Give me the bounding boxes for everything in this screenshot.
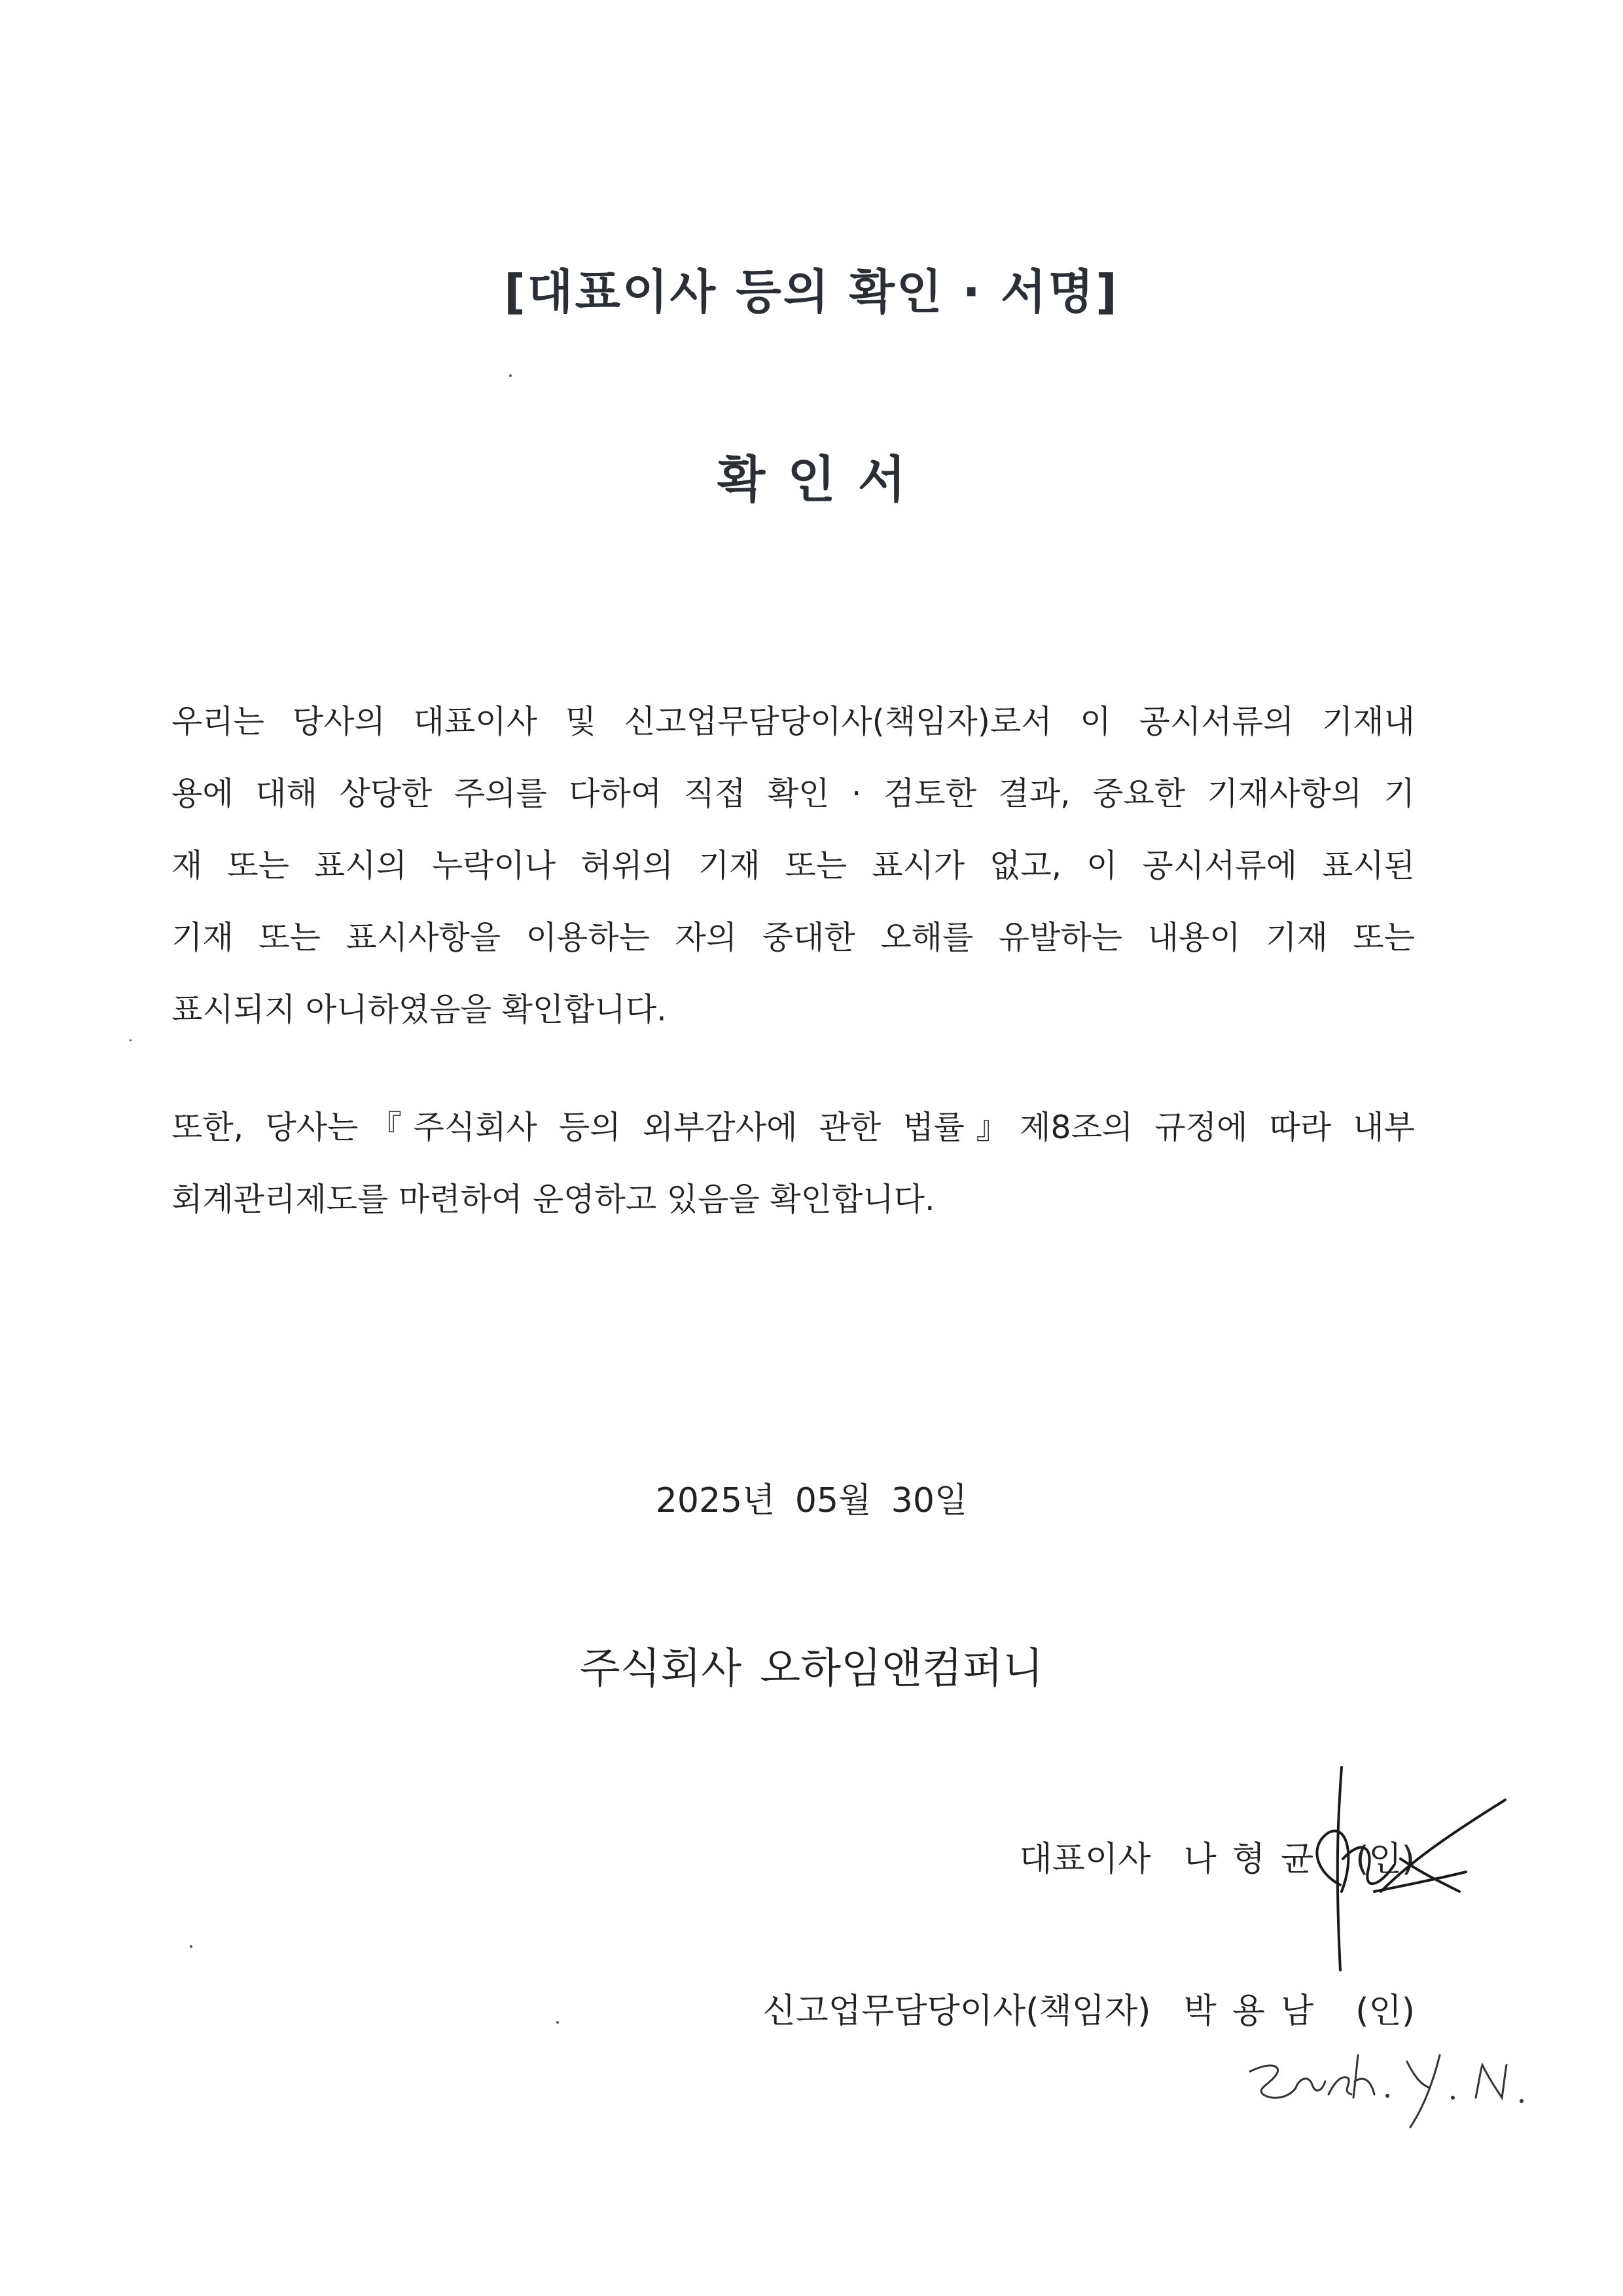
paragraph-line: 또한, 당사는『주식회사 등의 외부감사에 관한 법률』제8조의 규정에 따라 내부 <box>171 1109 1415 1146</box>
scan-speck <box>190 1945 192 1948</box>
paragraph-line: 기재 또는 표시사항을 이용하는 자의 중대한 오해를 유발하는 내용이 기재 또는 <box>171 919 1415 956</box>
ceo-handwritten-signature <box>1302 1761 1512 1977</box>
cfo-handwritten-signature <box>1243 2036 1558 2134</box>
signatory-name: 나형균 <box>1183 1840 1330 1879</box>
seal-mark: (인) <box>1355 1840 1415 1879</box>
scan-speck <box>130 1039 132 1041</box>
paragraph-line: 용에 대해 상당한 주의를 다하여 직접 확인 · 검토한 결과, 중요한 기재사항의 기 <box>171 775 1415 812</box>
paragraph-line: 재 또는 표시의 누락이나 허위의 기재 또는 표시가 없고, 이 공시서류에 표시된 <box>171 847 1415 884</box>
company-name: 주식회사 오하임앤컴퍼니 <box>579 1645 1044 1693</box>
document-sub-title: 확인서 <box>717 450 929 509</box>
document-date: 2025년 05월 30일 <box>655 1481 968 1520</box>
internal-control-paragraph <box>171 1092 1415 1236</box>
signatory-cfo <box>762 1983 1415 2032</box>
confirmation-paragraph <box>171 686 1415 1046</box>
document-main-title: [대표이사 등의 확인 · 서명] <box>504 264 1119 319</box>
signatory-role: 대표이사 <box>1019 1840 1151 1879</box>
signatory-role: 신고업무담당이사(책임자) <box>762 1992 1151 2031</box>
scan-speck <box>509 374 512 377</box>
seal-mark: (인) <box>1355 1992 1415 2031</box>
paragraph-line: 우리는 당사의 대표이사 및 신고업무담당이사(책임자)로서 이 공시서류의 기재내 <box>171 703 1415 740</box>
paragraph-line: 회계관리제도를 마련하여 운영하고 있음을 확인합니다. <box>171 1181 935 1218</box>
paragraph-line: 표시되지 아니하였음을 확인합니다. <box>171 991 667 1028</box>
signatory-name: 박용남 <box>1183 1992 1330 2031</box>
scan-speck <box>556 2021 559 2024</box>
